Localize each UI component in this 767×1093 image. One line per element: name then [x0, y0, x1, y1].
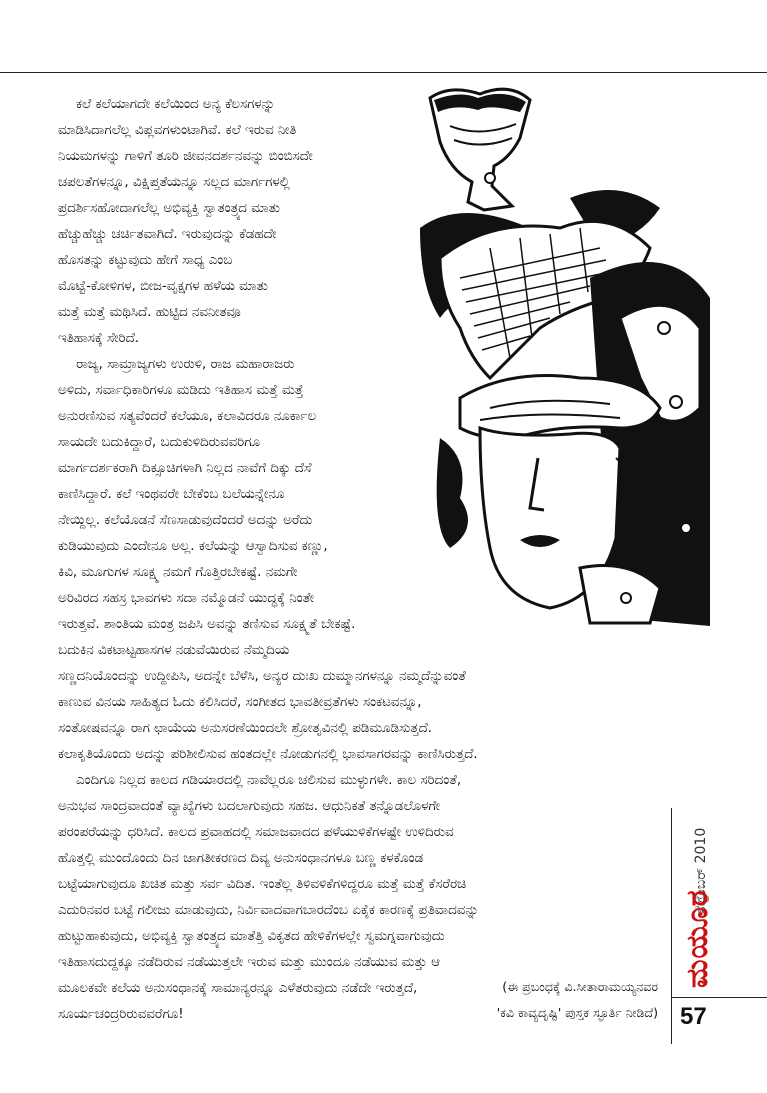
article-line: ಮೂಲಕವೇ ಕಲೆಯ ಅನುಸಂಧಾನಕ್ಕೆ ಸಾಮಾನ್ಯರನ್ನೂ ಎಳೆತರುವುದು ನಡೆದೇ ಇರುತ್ತದೆ, [58, 981, 418, 996]
issue-date: ಸೆಪ್ಟೆಂಬರ್ 2010 [693, 827, 709, 914]
article-line: ಪರಂಪರೆಯನ್ನು ಧರಿಸಿದೆ. ಕಾಲದ ಪ್ರವಾಹದಲ್ಲಿ ಸಮಾಜವಾದದ ಪಳೆಯುಳಿಕೆಗಳಷ್ಟೇ ಉಳಿದಿರುವ [58, 825, 454, 840]
article-line: ಸೂರ್ಯಚಂದ್ರರಿರುವವರೆಗೂ! [58, 1007, 184, 1022]
article-line: ಕುಡಿಯುವುದು ಎಂದೇನೂ ಅಲ್ಲ. ಕಲೆಯನ್ನು ಆಸ್ವಾದಿಸುವ ಕಣ್ಣು, [58, 539, 328, 554]
article-line: ಹೆಚ್ಚುಹೆಚ್ಚು ಚರ್ಚಿತವಾಗಿದೆ. ಇರುವುದನ್ನು ಕೆಡಹದೇ [58, 227, 277, 242]
article-line: ಚಪಲತೆಗಳನ್ನೂ, ವಿಕ್ಷಿಪ್ತತೆಯನ್ನೂ ಸಲ್ಲದ ಮಾರ್ಗಗಳಲ್ಲಿ [58, 175, 290, 190]
credit-line: (ಈ ಪ್ರಬಂಧಕ್ಕೆ ವಿ.ಸೀತಾರಾಮಯ್ಯನವರ [502, 979, 658, 994]
article-line: ಅರಿವಿರದ ಸಹಸ್ರ ಭಾವಗಳು ಸದಾ ನಮ್ಮೊಡನೆ ಯುದ್ಧಕ್ಕೆ ನಿಂತೇ [58, 591, 315, 606]
article-line: ಮೊಟ್ಟೆ-ಕೋಳಿಗಳ, ಬೀಜ-ವೃಕ್ಷಗಳ ಹಳೆಯ ಮಾತು [58, 279, 268, 294]
inspiration-credit [408, 974, 658, 1026]
article-line: ಮಾರ್ಗದರ್ಶಕರಾಗಿ ದಿಕ್ಸೂಚಿಗಳಾಗಿ ನಿಲ್ಲದ ನಾವೆಗೆ ದಿಕ್ಕು ದೆಸೆ [58, 461, 312, 476]
article-line: ಹುಟ್ಟುಹಾಕುವುದು, ಅಭಿವ್ಯಕ್ತಿ ಸ್ವಾತಂತ್ರ್ಯದ ಮಾತೆತ್ತಿ ವಿಕೃತದ ಹೇಳಿಕೆಗಳಲ್ಲೇ ಸ್ವಮಗ್ನವಾಗುವುದು [58, 929, 445, 944]
article-line: ಎದುರಿನವರ ಬಟ್ಟೆ ಗಲೀಜು ಮಾಡುವುದು, ನಿರ್ವಿವಾದವಾಗಬಾರದೆಂಬ ಏಕೈಕ ಕಾರಣಕ್ಕೆ ಪ್ರತಿವಾದವನ್ನು [58, 903, 479, 918]
article-line: ಪ್ರದರ್ಶಿಸಹೋದಾಗಲೆಲ್ಲ ಅಭಿವ್ಯಕ್ತಿ ಸ್ವಾತಂತ್ರ್ಯದ ಮಾತು [58, 201, 280, 216]
article-line: ರಾಜ್ಯ, ಸಾಮ್ರಾಜ್ಯಗಳು ಉರುಳಿ, ರಾಜ ಮಹಾರಾಜರು [76, 357, 295, 372]
footer-horizontal-rule [671, 997, 767, 998]
page-number: 57 [680, 1003, 707, 1030]
article-line: ಸಾಯದೇ ಬದುಕಿದ್ದಾರೆ, ಬದುಕುಳಿದಿರುವವರಿಗೂ [58, 435, 261, 450]
article-line: ಎಂದಿಗೂ ನಿಲ್ಲದ ಕಾಲದ ಗಡಿಯಾರದಲ್ಲಿ ನಾವೆಲ್ಲರೂ ಚಲಿಸುವ ಮುಳ್ಳುಗಳೇ. ಕಾಲ ಸರಿದಂತೆ, [76, 773, 462, 788]
article-line: ನಿಯಮಗಳನ್ನು ಗಾಳಿಗೆ ತೂರಿ ಜೀವನದರ್ಶನವನ್ನು ಬಿಂಬಿಸದೇ [58, 149, 313, 164]
credit-line: 'ಕವಿ ಕಾವ್ಯದೃಷ್ಟಿ' ಪುಸ್ತಕ ಸ್ಫೂರ್ತಿ ನೀಡಿದೆ) [496, 1005, 658, 1020]
article-line: ಅಳಿದು, ಸರ್ವಾಧಿಕಾರಿಗಳೂ ಮಡಿದು ಇತಿಹಾಸ ಮತ್ತೆ ಮತ್ತೆ [58, 383, 304, 398]
magazine-logo: ಮಯೂರ [680, 889, 715, 988]
article-line: ಮತ್ತೆ ಮತ್ತೆ ಮಥಿಸಿದೆ. ಹುಟ್ಟಿದ ನವನೀತವೂ [58, 305, 241, 320]
article-body [58, 92, 698, 1028]
article-line: ಅನುರಣಿಸುವ ಸತ್ಯವೆಂದರೆ ಕಲೆಯೂ, ಕಲಾವಿದರೂ ನೂರ್ಕಾಲ [58, 409, 317, 424]
article-line: ಅನುಭವ ಸಾಂದ್ರವಾದಂತೆ ವ್ಯಾಖ್ಯೆಗಳು ಬದಲಾಗುವುದು ಸಹಜ. ಆಧುನಿಕತೆ ತನ್ನೊಡಲೊಳಗೇ [58, 799, 440, 814]
article-line: ಇತಿಹಾಸದುದ್ದಕ್ಕೂ ನಡೆದಿರುವ ನಡೆಯುತ್ತಲೇ ಇರುವ ಮತ್ತು ಮುಂದೂ ನಡೆಯುವ ಮತ್ತು ಆ [58, 955, 441, 970]
article-line: ಕಾಣಿಸಿದ್ದಾರೆ. ಕಲೆ ಇಂಥವರೇ ಬೇಕೆಂಬ ಬಲೆಯನ್ನೇನೂ [58, 487, 285, 502]
article-line: ಕಲೆ ಕಲೆಯಾಗದೇ ಕಲೆಯಿಂದ ಅನ್ಯ ಕೆಲಸಗಳನ್ನು [76, 97, 276, 112]
article-line: ಹೊತ್ತಲ್ಲಿ ಮುಂದೊಂದು ದಿನ ಜಾಗತೀಕರಣದ ದಿವ್ಯ ಅನುಸಂಧಾನಗಳೂ ಬಣ್ಣ ಕಳಕೊಂಡ [58, 851, 424, 866]
article-line: ಇತಿಹಾಸಕ್ಕೆ ಸೇರಿದೆ. [58, 331, 140, 346]
article-line: ಸಂತೋಷವನ್ನೂ ರಾಗ ಛಾಯೆಯ ಅನುಸರಣೆಯಿಂದಲೇ ಶ್ರೋತೃವಿನಲ್ಲಿ ಪಡಿಮೂಡಿಸುತ್ತದೆ. [58, 721, 433, 736]
article-line: ನೇಯ್ದಿಲ್ಲ. ಕಲೆಯೊಡನೆ ಸೆಣಸಾಡುವುದೆಂದರೆ ಅದನ್ನು ಅರೆದು [58, 513, 313, 528]
article-line: ಕಿವಿ, ಮೂಗುಗಳ ಸೂಕ್ಷ್ಮ ನಮಗೆ ಗೊತ್ತಿರಬೇಕಷ್ಟೆ. ನಮಗೇ [58, 565, 298, 580]
article-line: ಇರುತ್ತವೆ. ಶಾಂತಿಯ ಮಂತ್ರ ಜಪಿಸಿ ಅವನ್ನು ತಣಿಸುವ ಸೂಕ್ಷ್ಮತೆ ಬೇಕಷ್ಟೆ. [58, 617, 356, 632]
article-line: ಸಣ್ಣದನಿಯೊಂದನ್ನು ಉದ್ದೀಪಿಸಿ, ಅದನ್ನೇ ಬೆಳೆಸಿ, ಅನ್ಯರ ದುಃಖ ದುಮ್ಮಾನಗಳನ್ನೂ ನಮ್ಮದೆನ್ನುವಂತೆ [58, 669, 466, 684]
article-line: ಹೊಸತನ್ನು ಕಟ್ಟುವುದು ಹೇಗೆ ಸಾಧ್ಯ ಎಂಬ [58, 253, 233, 268]
footer-vertical-rule [671, 808, 672, 1044]
article-line: ಕಲಾಕೃತಿಯೊಂದು ಅದನ್ನು ಪರಿಶೀಲಿಸುವ ಹಂತದಲ್ಲೇ ನೋಡುಗನಲ್ಲಿ ಭಾವಸಾಗರವನ್ನು ಕಾಣಿಸಿರುತ್ತದೆ. [58, 747, 478, 762]
article-line: ಮಾಡಿಸಿದಾಗಲೆಲ್ಲ ವಿಪ್ಲವಗಳುಂಟಾಗಿವೆ. ಕಲೆ ಇರುವ ನೀತಿ [58, 123, 297, 138]
article-line: ಬಟ್ಟೆಯಾಗುವುದೂ ಖಚಿತ ಮತ್ತು ಸರ್ವ ವಿದಿತ. ಇಂತೆಲ್ಲ ತಿಳಿವಳಿಕೆಗಳಿದ್ದರೂ ಮತ್ತೆ ಮತ್ತೆ ಕೆಸರೆರಚಿ [58, 877, 467, 892]
article-line: ಬದುಕಿನ ವಿಕಟಾಟ್ಟಹಾಸಗಳ ನಡುವೆಯಿರುವ ನೆಮ್ಮದಿಯ [58, 643, 290, 658]
article-line: ಕಾಣುವ ವಿನಯ ಸಾಹಿತ್ಯದ ಓದು ಕಲಿಸಿದರೆ, ಸಂಗೀತದ ಭಾವತೀವ್ರತೆಗಳು ಸಂಕಟವನ್ನೂ, [58, 695, 422, 710]
top-rule [0, 72, 767, 73]
